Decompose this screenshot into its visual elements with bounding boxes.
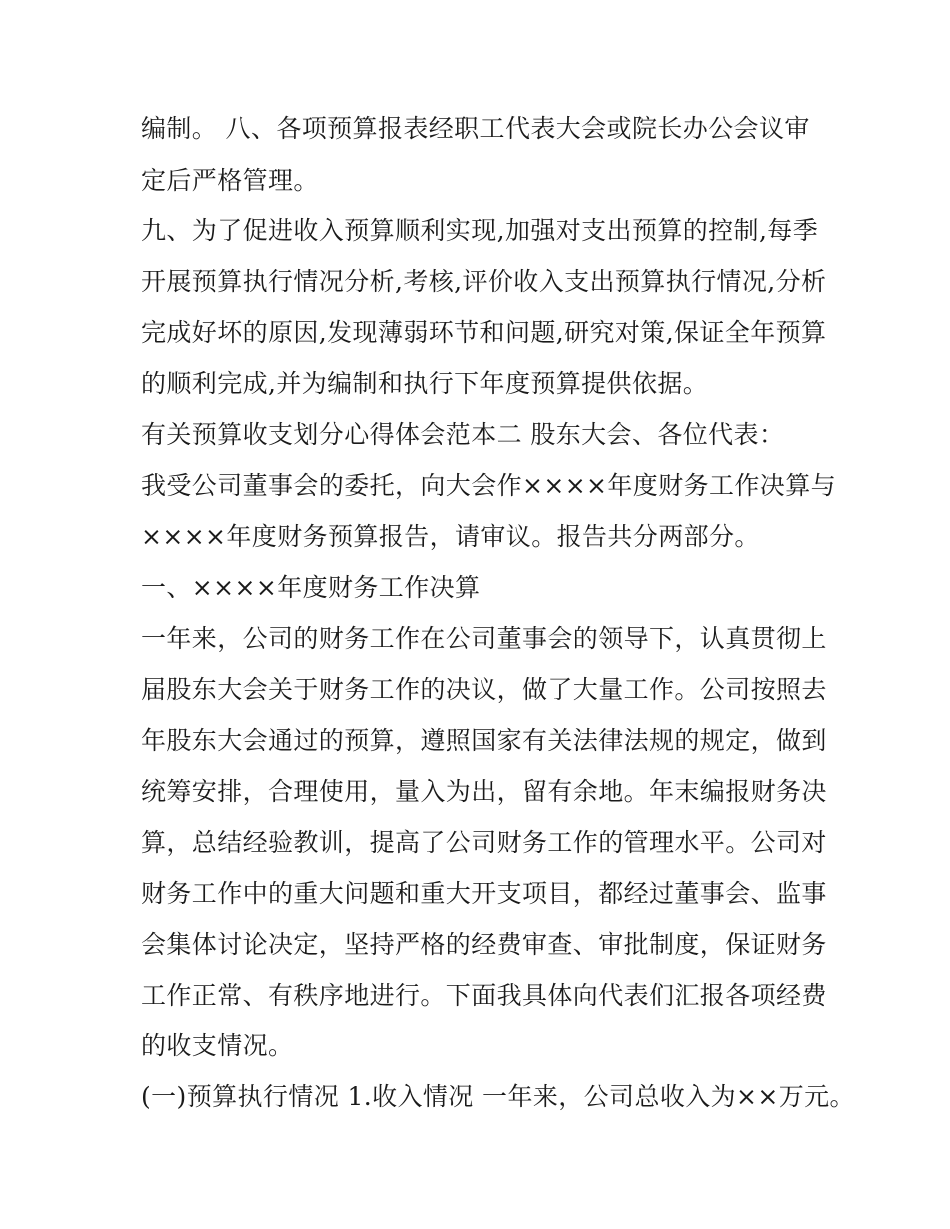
text-line: 九、为了促进收入预算顺利实现,加强对支出预算的控制,每季 [141,216,819,245]
text-line: ××××年度财务预算报告，请审议。报告共分两部分。 [141,522,760,551]
text-line: 编制。 八、各项预算报表经职工代表大会或院长办公会议审 [141,114,810,143]
text-line: 会集体讨论决定，坚持严格的经费审查、审批制度，保证财务 [141,930,827,959]
text-line: 定后严格管理。 [141,166,319,195]
text-line: 统筹安排，合理使用，量入为出，留有余地。年末编报财务决 [141,777,827,806]
text-line: 算，总结经验教训，提高了公司财务工作的管理水平。公司对 [141,828,827,857]
text-line: 有关预算收支划分心得体会范本二 股东大会、各位代表： [141,420,785,449]
text-line: 年股东大会通过的预算，遵照国家有关法律法规的规定，做到 [141,726,827,755]
text-line: 财务工作中的重大问题和重大开支项目，都经过董事会、监事 [141,879,827,908]
text-line: 的收支情况。 [141,1031,294,1060]
text-line: 我受公司董事会的委托，向大会作××××年度财务工作决算与 [141,471,836,500]
text-line: 工作正常、有秩序地进行。下面我具体向代表们汇报各项经费 [141,981,827,1010]
text-line: (一)预算执行情况 1.收入情况 一年来，公司总收入为××万元。 [141,1082,855,1111]
text-line: 的顺利完成,并为编制和执行下年度预算提供依据。 [141,369,709,398]
text-line: 一年来，公司的财务工作在公司董事会的领导下，认真贯彻上 [141,624,827,653]
text-line: 届股东大会关于财务工作的决议，做了大量工作。公司按照去 [141,675,827,704]
text-line: 一、××××年度财务工作决算 [141,573,481,602]
text-line: 开展预算执行情况分析,考核,评价收入支出预算执行情况,分析 [141,267,827,296]
text-line: 完成好坏的原因,发现薄弱环节和问题,研究对策,保证全年预算 [141,318,827,347]
